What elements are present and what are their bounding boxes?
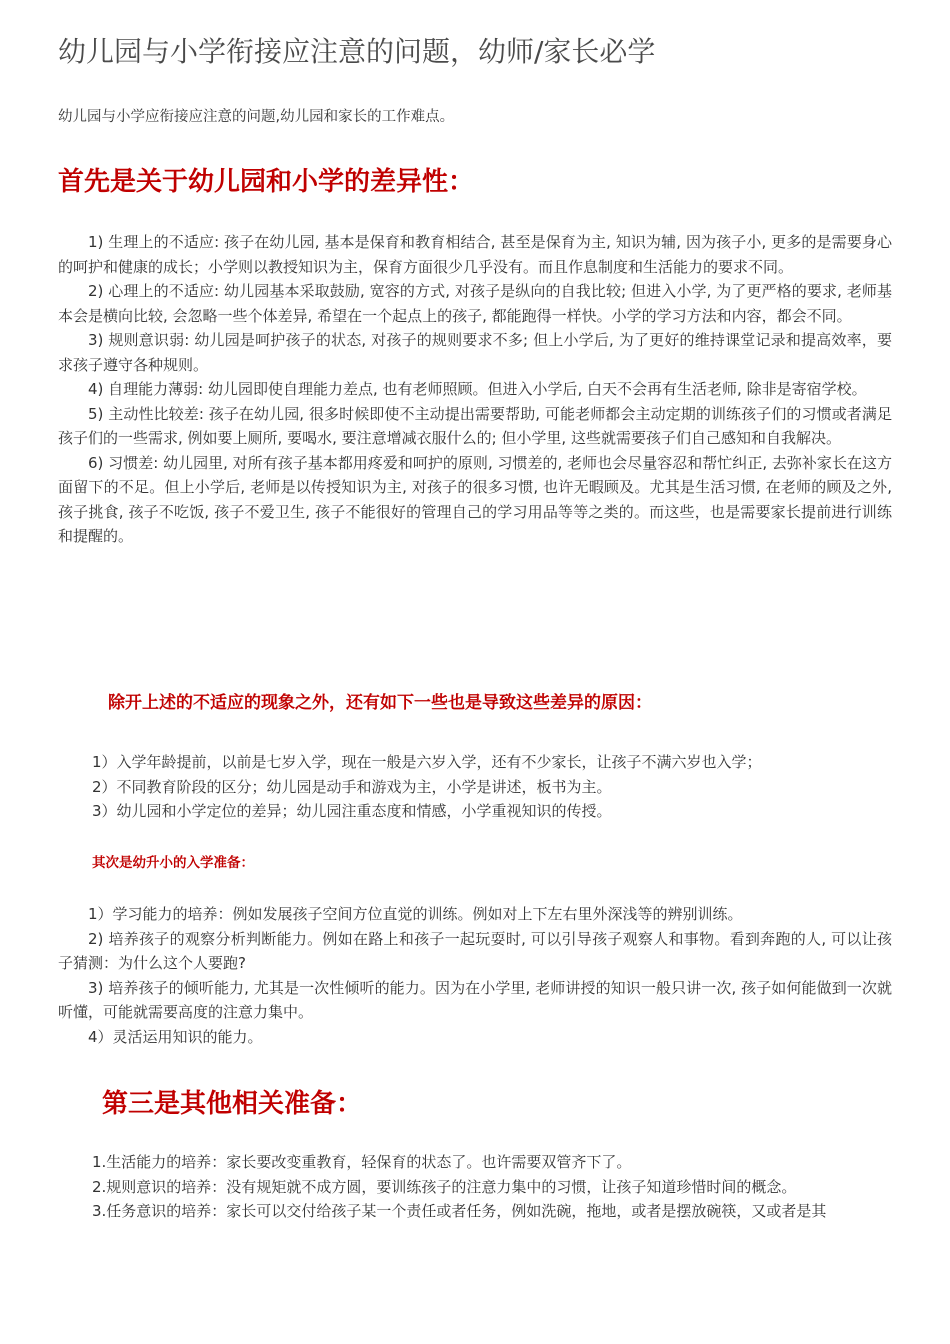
section1-paragraph: 4) 自理能力薄弱: 幼儿园即使自理能力差点, 也有老师照顾。但进入小学后, 白天不会再有生活老师, 除非是寄宿学校。	[88, 380, 867, 398]
section3-body	[58, 902, 892, 1049]
section3-paragraph: 3) 培养孩子的倾听能力, 尤其是一次性倾听的能力。因为在小学里, 老师讲授的知识一般只讲一次, 孩子如何能做到一次就听懂，可能就需要高度的注意力集中。	[58, 978, 892, 1021]
section4-list	[92, 1150, 892, 1224]
section2-heading: 除开上述的不适应的现象之外，还有如下一些也是导致这些差异的原因：	[108, 693, 652, 713]
section3-paragraph: 2) 培养孩子的观察分析判断能力。例如在路上和孩子一起玩耍时, 可以引导孩子观察人和事物。看到奔跑的人, 可以让孩子猜测：为什么这个人要跑?	[58, 929, 892, 972]
list-item: 1.生活能力的培养：家长要改变重教育，轻保育的状态了。也许需要双管齐下了。	[92, 1153, 632, 1171]
list-item: 1）入学年龄提前，以前是七岁入学，现在一般是六岁入学，还有不少家长，让孩子不满六岁也入学；	[92, 753, 762, 771]
list-item: 3.任务意识的培养：家长可以交付给孩子某一个责任或者任务，例如洗碗，拖地，或者是摆放碗筷，又或者是其	[92, 1202, 827, 1220]
section1-paragraph: 5) 主动性比较差: 孩子在幼儿园, 很多时候即使不主动提出需要帮助, 可能老师都会主动定期的训练孩子们的习惯或者满足孩子们的一些需求, 例如要上厕所, 要喝水, 要注意增减衣服什么的; 但小学里, 这些就需要孩子们自己感知和自我解决。	[58, 404, 892, 447]
section3-heading: 其次是幼升小的入学准备：	[92, 855, 254, 871]
section3-paragraph: 1）学习能力的培养：例如发展孩子空间方位直觉的训练。例如对上下左右里外深浅等的辨别训练。	[88, 905, 743, 923]
section1-heading: 首先是关于幼儿园和小学的差异性：	[58, 167, 475, 197]
section1-paragraph: 6) 习惯差: 幼儿园里, 对所有孩子基本都用疼爱和呵护的原则, 习惯差的, 老师也会尽量容忍和帮忙纠正, 去弥补家长在这方面留下的不足。但上小学后, 老师是以传授知识为主, 对孩子的很多习惯, 也许无暇顾及。尤其是生活习惯, 在老师的顾及之外, 孩子挑食, 孩子不吃饭, 孩子不爱卫生, 孩子不能很好的管理自己的学习用品等等之类的。而这些，也是需要家长提前进行训练和提醒的。	[58, 453, 892, 545]
section4-heading: 第三是其他相关准备：	[102, 1089, 363, 1119]
list-item: 2.规则意识的培养：没有规矩就不成方圆，要训练孩子的注意力集中的习惯，让孩子知道珍惜时间的概念。	[92, 1177, 797, 1196]
page-title: 幼儿园与小学衔接应注意的问题，幼师/家长必学	[58, 35, 656, 68]
list-item: 3）幼儿园和小学定位的差异；幼儿园注重态度和情感，小学重视知识的传授。	[92, 802, 612, 820]
list-item: 2）不同教育阶段的区分；幼儿园是动手和游戏为主，小学是讲述，板书为主。	[92, 777, 612, 796]
section1-paragraph: 3) 规则意识弱: 幼儿园是呵护孩子的状态, 对孩子的规则要求不多; 但上小学后, 为了更好的维持课堂记录和提高效率，要求孩子遵守各种规则。	[58, 331, 892, 374]
section2-list	[92, 750, 892, 824]
section1-paragraph: 2) 心理上的不适应: 幼儿园基本采取鼓励, 宽容的方式, 对孩子是纵向的自我比较; 但进入小学, 为了更严格的要求, 老师基本会是横向比较, 会忽略一些个体差异, 希望在一个起点上的孩子, 都能跑得一样快。小学的学习方法和内容，都会不同。	[58, 282, 892, 325]
section1-paragraph: 1) 生理上的不适应: 孩子在幼儿园, 基本是保育和教育相结合, 甚至是保育为主, 知识为辅, 因为孩子小, 更多的是需要身心的呵护和健康的成长；小学则以教授知识为主，保育方面很少几乎没有。而且作息制度和生活能力的要求不同。	[58, 233, 892, 276]
section3-paragraph: 4）灵活运用知识的能力。	[88, 1027, 263, 1046]
intro-text: 幼儿园与小学应衔接应注意的问题,幼儿园和家长的工作难点。	[58, 109, 455, 125]
section1-body	[58, 230, 892, 549]
